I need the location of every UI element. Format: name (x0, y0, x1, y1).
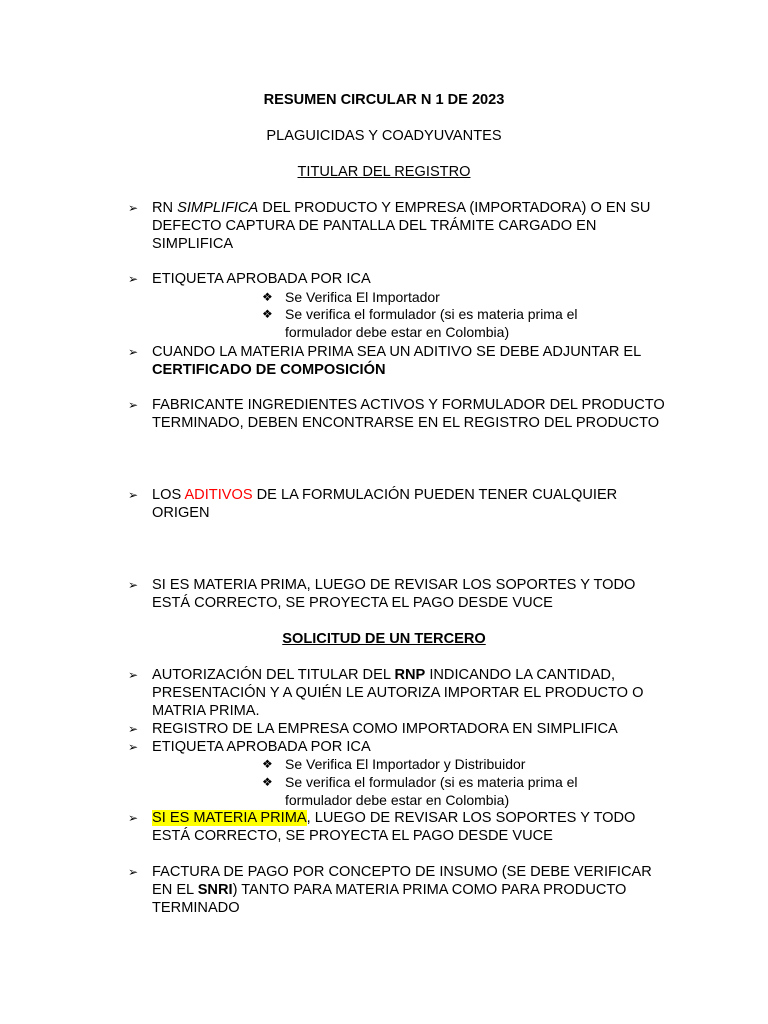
sub-list-item (262, 306, 622, 341)
arrow-bullet-icon: ➢ (128, 272, 139, 286)
section-heading-tercero-text: SOLICITUD DE UN TERCERO (282, 631, 486, 647)
list-item-text: CUANDO LA MATERIA PRIMA SEA UN ADITIVO SE DEBE ADJUNTAR EL CERTIFICADO DE COMPOSICIÓN (152, 344, 641, 378)
sub-list-item (262, 289, 622, 307)
sub-list-item-text: Se Verifica El Importador y Distribuidor (285, 756, 526, 772)
diamond-bullet-icon: ❖ (262, 775, 273, 789)
diamond-bullet-icon: ❖ (262, 307, 273, 321)
diamond-bullet-icon: ❖ (262, 757, 273, 771)
arrow-bullet-icon: ➢ (128, 722, 139, 736)
arrow-bullet-icon: ➢ (128, 488, 139, 502)
sub-list-item (262, 774, 622, 809)
arrow-bullet-icon: ➢ (128, 578, 139, 592)
document-title: RESUMEN CIRCULAR N 1 DE 2023 (263, 92, 505, 108)
section-heading-tercero (0, 630, 768, 648)
diamond-bullet-icon: ❖ (262, 290, 273, 304)
arrow-bullet-icon: ➢ (128, 740, 139, 754)
list-item (128, 486, 668, 522)
arrow-bullet-icon: ➢ (128, 345, 139, 359)
arrow-bullet-icon: ➢ (128, 201, 139, 215)
list-item (128, 809, 668, 845)
list-item-text: SI ES MATERIA PRIMA, LUEGO DE REVISAR LOS SOPORTES Y TODO ESTÁ CORRECTO, SE PROYECTA EL PAGO DESDE VUCE (152, 810, 636, 844)
list-item-text: SI ES MATERIA PRIMA, LUEGO DE REVISAR LOS SOPORTES Y TODO ESTÁ CORRECTO, SE PROYECTA EL PAGO DESDE VUCE (152, 577, 636, 611)
aditivos-red-text: ADITIVOS (184, 487, 253, 503)
arrow-bullet-icon: ➢ (128, 668, 139, 682)
list-item (128, 396, 668, 432)
list-item (128, 738, 668, 756)
list-item-text: AUTORIZACIÓN DEL TITULAR DEL RNP INDICANDO LA CANTIDAD, PRESENTACIÓN Y A QUIÉN LE AUTORIZA IMPORTAR EL PRODUCTO O MATRIA PRIMA. (152, 667, 644, 719)
sub-list-item (262, 756, 622, 774)
list-item (128, 270, 668, 288)
list-item-text: RN SIMPLIFICA DEL PRODUCTO Y EMPRESA (IMPORTADORA) O EN SU DEFECTO CAPTURA DE PANTALLA DEL TRÁMITE CARGADO EN SIMPLIFICA (152, 200, 651, 252)
arrow-bullet-icon: ➢ (128, 398, 139, 412)
list-item-text: ETIQUETA APROBADA POR ICA (152, 271, 371, 287)
list-item (128, 720, 668, 738)
highlighted-text: SI ES MATERIA PRIMA (152, 810, 307, 826)
list-item (128, 863, 668, 917)
list-item-text: FABRICANTE INGREDIENTES ACTIVOS Y FORMULADOR DEL PRODUCTO TERMINADO, DEBEN ENCONTRARSE EN EL REGISTRO DEL PRODUCTO (152, 397, 665, 431)
section-heading-titular (0, 163, 768, 181)
sub-list-item-text: Se verifica el formulador (si es materia prima el formulador debe estar en Colombia) (285, 306, 578, 340)
arrow-bullet-icon: ➢ (128, 865, 139, 879)
section-heading-titular-text: TITULAR DEL REGISTRO (297, 164, 471, 180)
list-item-text: FACTURA DE PAGO POR CONCEPTO DE INSUMO (SE DEBE VERIFICAR EN EL SNRI) TANTO PARA MATERIA PRIMA COMO PARA PRODUCTO TERMINADO (152, 864, 652, 916)
list-item-text: ETIQUETA APROBADA POR ICA (152, 739, 371, 755)
list-item-text: REGISTRO DE LA EMPRESA COMO IMPORTADORA EN SIMPLIFICA (152, 721, 618, 737)
list-item (128, 576, 668, 612)
list-item-text: LOS ADITIVOS DE LA FORMULACIÓN PUEDEN TENER CUALQUIER ORIGEN (152, 487, 618, 521)
list-item (128, 199, 668, 253)
arrow-bullet-icon: ➢ (128, 811, 139, 825)
sub-list-item-text: Se verifica el formulador (si es materia prima el formulador debe estar en Colombia) (285, 774, 578, 808)
document-subtitle: PLAGUICIDAS Y COADYUVANTES (266, 128, 502, 144)
list-item (128, 666, 668, 720)
sub-list-item-text: Se Verifica El Importador (285, 289, 440, 305)
list-item (128, 343, 668, 379)
